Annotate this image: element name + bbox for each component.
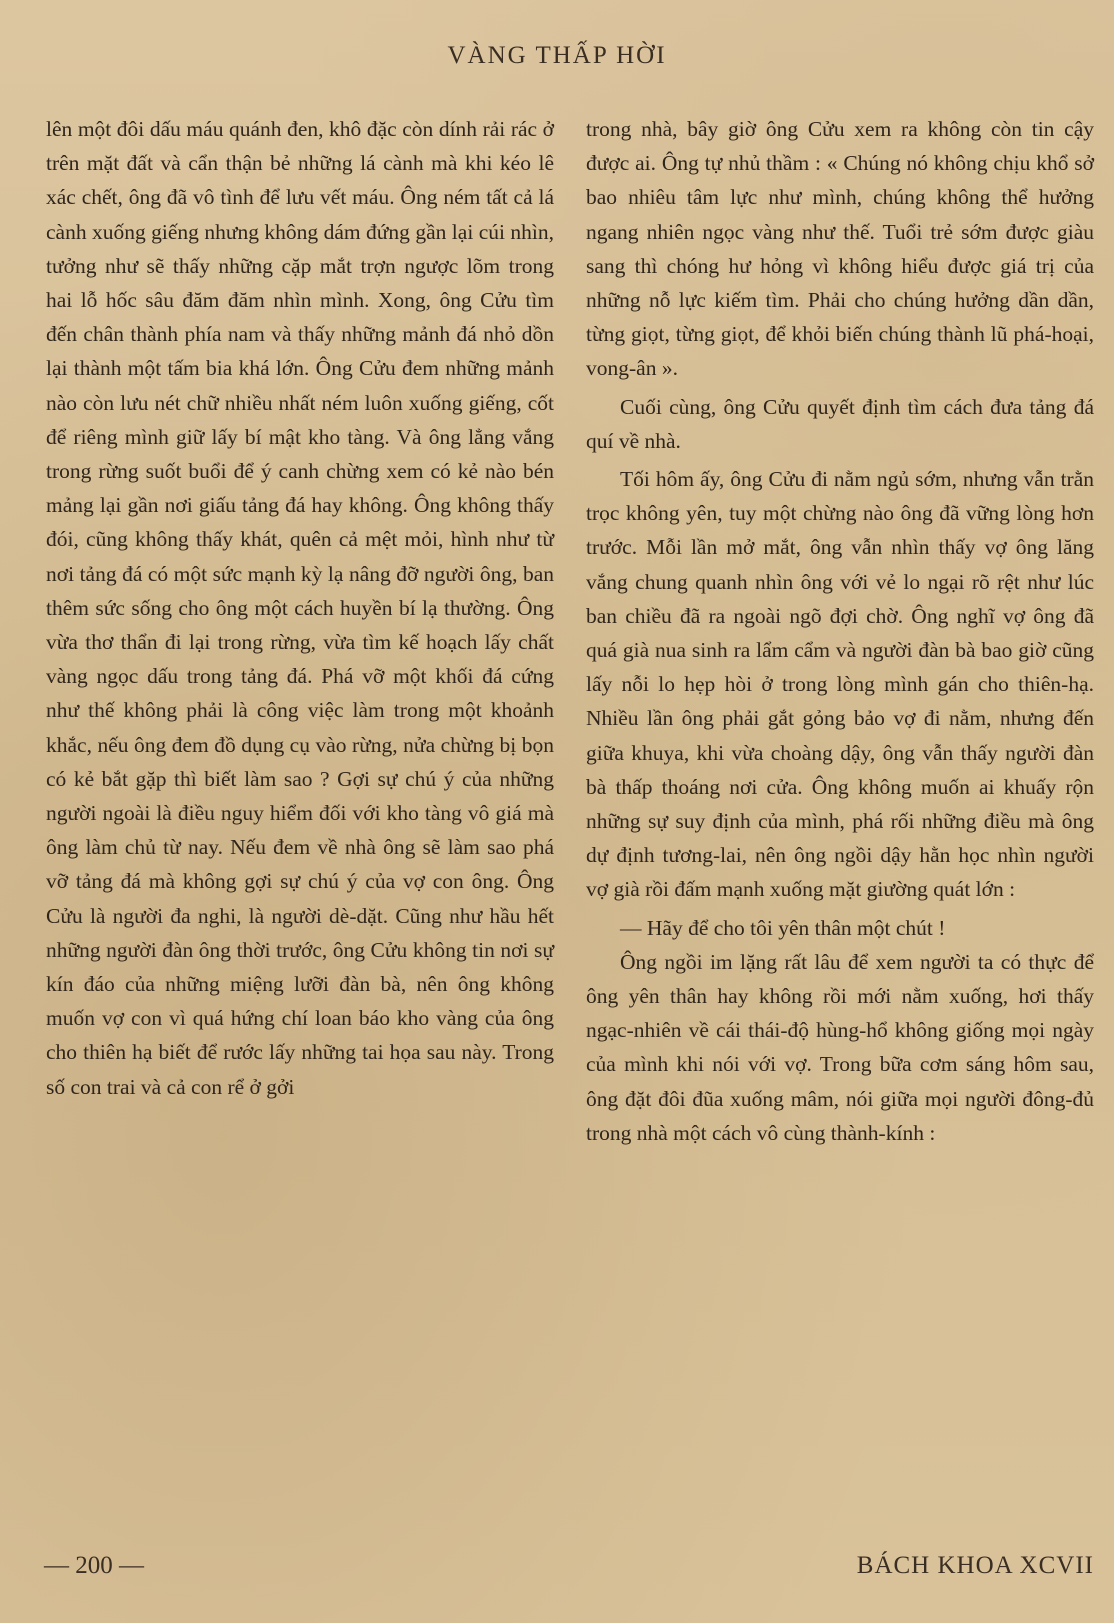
- right-column: [586, 112, 1094, 1150]
- paragraph: trong nhà, bây giờ ông Cửu xem ra không còn tin cậy được ai. Ông tự nhủ thầm : « Chúng nó không chịu khổ sở bao nhiêu tâm lực như mình, chúng không thể hưởng ngang nhiên ngọc vàng như thế. Tuổi trẻ sớm được giàu sang thì chóng hư hỏng vì không hiểu được giá trị của những nỗ lực kiếm tìm. Phải cho chúng hưởng dần dần, từng giọt, từng giọt, để khỏi biến chúng thành lũ phá-hoại, vong-ân ».: [586, 117, 1094, 381]
- dialogue-line: — Hãy để cho tôi yên thân một chút !: [620, 915, 946, 940]
- paragraph: lên một đôi dấu máu quánh đen, khô đặc còn dính rải rác ở trên mặt đất và cẩn thận bẻ những lá cành mà khi kéo lê xác chết, ông đã vô tình để lưu vết máu. Ông ném tất cả lá cành xuống giếng nhưng không dám đứng gần lại cúi nhìn, tưởng như sẽ thấy những cặp mắt trợn ngược lõm trong hai lỗ hốc sâu đăm đăm nhìn mình. Xong, ông Cửu tìm đến chân thành phía nam và thấy những mảnh đá nhỏ dồn lại thành một tấm bia khá lớn. Ông Cửu đem những mảnh nào còn lưu nét chữ nhiều nhất ném luôn xuống giếng, cốt để riêng mình giữ lấy bí mật kho tàng. Và ông lẳng vắng trong rừng suốt buổi để ý canh chừng xem có kẻ nào bén mảng lại gần nơi giấu tảng đá hay không. Ông không thấy đói, cũng không thấy khát, quên cả mệt mỏi, hình như từ nơi tảng đá có một sức mạnh kỳ lạ nâng đỡ người ông, ban thêm sức sống cho ông một cách huyền bí lạ thường. Ông vừa thơ thẩn đi lại trong rừng, vừa tìm kế hoạch lấy chất vàng ngọc dấu trong tảng đá. Phá vỡ một khối đá cứng như thế không phải là công việc làm trong một khoảnh khắc, nếu ông đem đồ dụng cụ vào rừng, nửa chừng bị bọn có kẻ bắt gặp thì biết làm sao ? Gợi sự chú ý của những người ngoài là điều nguy hiểm đối với kho tàng vô giá mà ông làm chủ từ nay. Nếu đem về nhà ông sẽ làm sao phá vỡ tảng đá mà không gợi sự chú ý của vợ con ông. Ông Cửu là người đa nghi, là người dè-dặt. Cũng như hầu hết những người đàn ông thời trước, ông Cửu không tin nơi sự kín đáo của những miệng lưỡi đàn bà, nên ông không muốn vợ con vì quá hứng chí loan báo kho vàng của ông cho thiên hạ biết để rước lấy những tai họa sau này. Trong số con trai và cả con rể ở gởi: [46, 117, 554, 1099]
- publication-footer: BÁCH KHOA XCVII: [856, 1552, 1094, 1579]
- running-header: VÀNG THẤP HỜI: [447, 42, 667, 69]
- page-number: — 200 —: [44, 1552, 144, 1579]
- paragraph: Ông ngồi im lặng rất lâu để xem người ta có thực để ông yên thân hay không rồi mới nằm xuống, hơi thấy ngạc-nhiên về cái thái-độ hùng-hổ không giống mọi ngày của mình khi nói với vợ. Trong bữa cơm sáng hôm sau, ông đặt đôi đũa xuống mâm, nói giữa mọi người đông-đủ trong nhà một cách vô cùng thành-kính :: [586, 949, 1094, 1145]
- paragraph: Cuối cùng, ông Cửu quyết định tìm cách đưa tảng đá quí về nhà.: [586, 394, 1094, 453]
- left-column: [46, 112, 554, 1104]
- paragraph: Tối hôm ấy, ông Cửu đi nằm ngủ sớm, nhưng vẫn trằn trọc không yên, tuy một chừng nào ông đã vững lòng hơn trước. Mỗi lần mở mắt, ông vẫn nhìn thấy vợ ông lăng vắng chung quanh nhìn ông với vẻ lo ngại rõ rệt như lúc ban chiều đã ra ngoài ngõ đợi chờ. Ông nghĩ vợ ông đã quá già nua sinh ra lẩm cẩm và người đàn bà bao giờ cũng lấy nỗi lo hẹp hòi ở trong lòng mình gán cho thiên-hạ. Nhiều lần ông phải gắt gỏng bảo vợ đi nằm, nhưng đến giữa khuya, khi vừa choàng dậy, ông vẫn thấy người đàn bà thấp thoáng nơi cửa. Ông không muốn ai khuấy rộn những sự suy định của mình, phá rối những điều mà ông dự định tương-lai, nên ông ngồi dậy hằn học nhìn người vợ già rồi đấm mạnh xuống mặt giường quát lớn :: [586, 467, 1094, 902]
